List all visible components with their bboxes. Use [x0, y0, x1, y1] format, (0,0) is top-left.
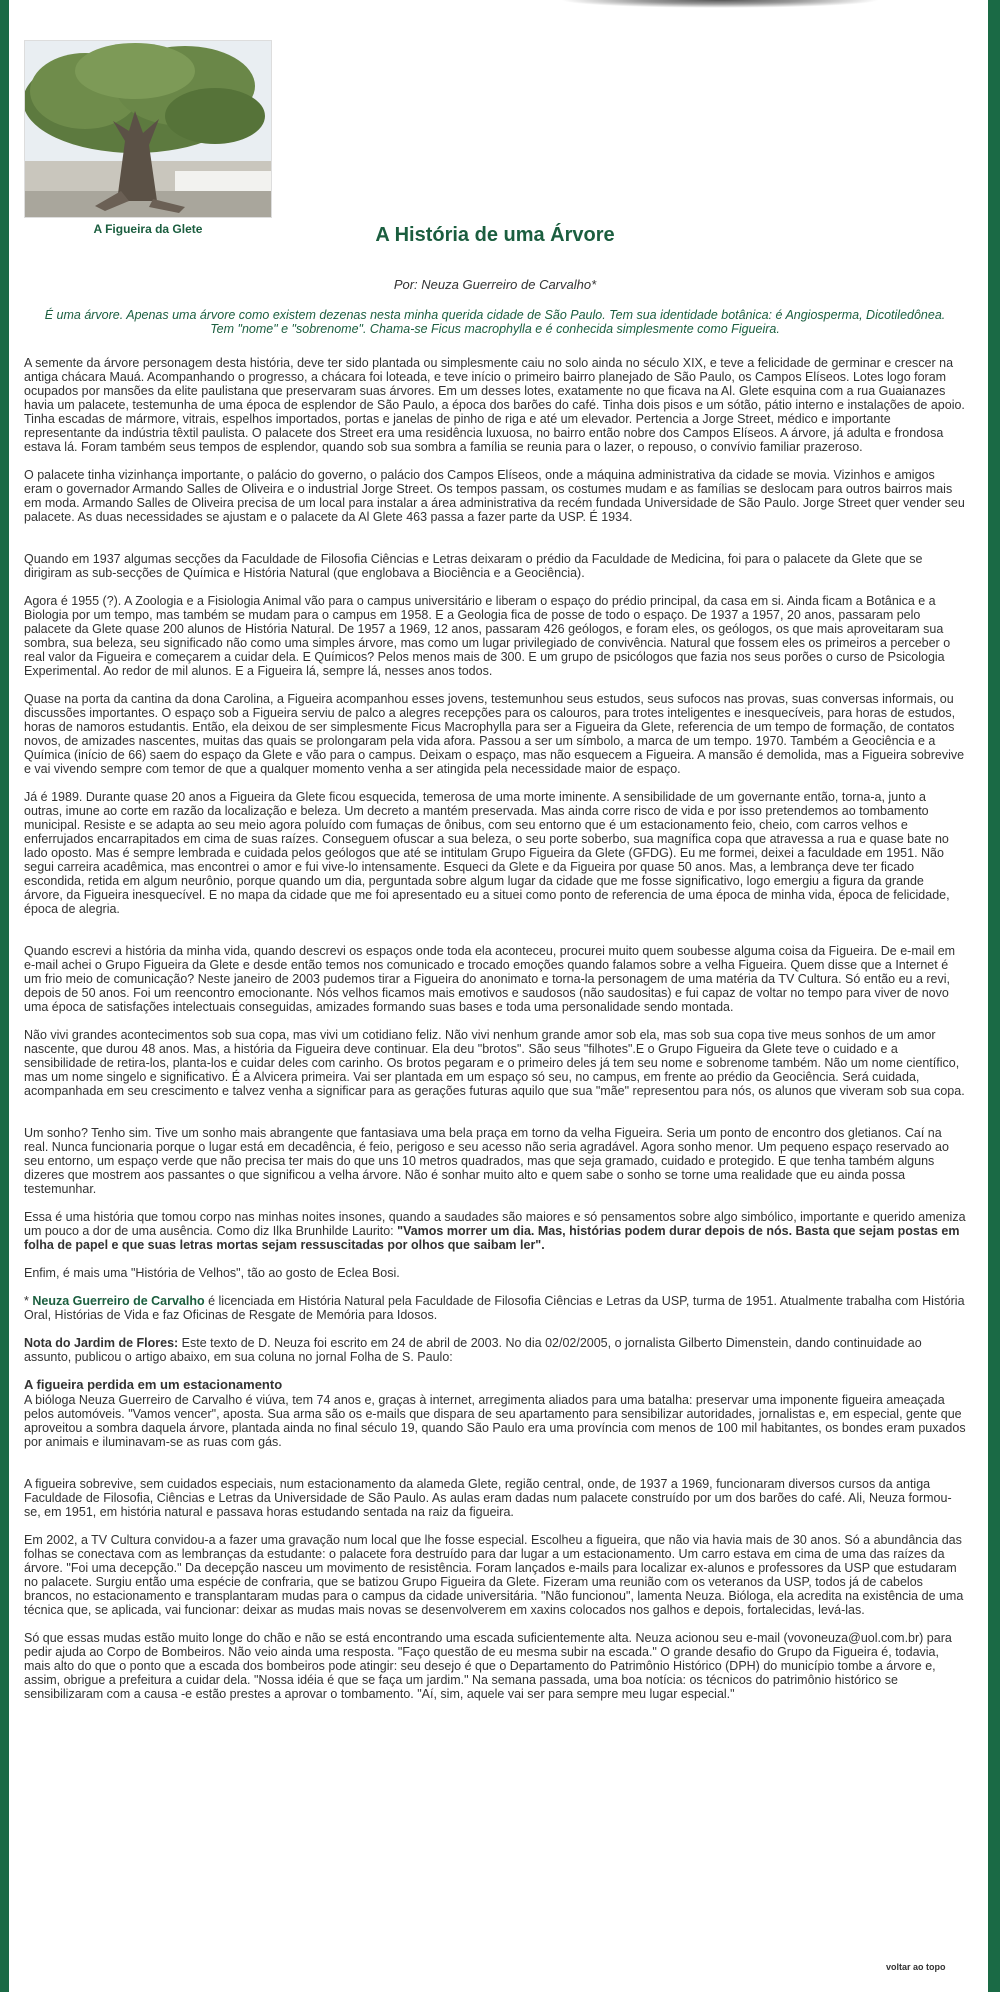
- paragraph: Já é 1989. Durante quase 20 anos a Figueira da Glete ficou esquecida, temerosa de uma morte iminente. A sensibilidade de um governante então, torna-a, junto a outras, imune ao corte em razão da localização e beleza. Um decreto a mantém preservada. Mas ainda corre risco de vida e por isso pretendemos ao tombamento municipal. Resiste e se adapta ao seu meio agora poluído com fumaças de ônibus, com seu entorno que é um estacionamento feio, cheio, com carros velhos e enferrujados encarrapitados em cima de suas raízes. Conseguem ofuscar a sua beleza, o seu porte soberbo, sua magnífica copa que atravessa a rua e quase bate no lado oposto. Mas é sempre lembrada e cuidada pelos geólogos que até se intitulam Grupo Figueira da Glete (GFDG). Eu me formei, deixei a faculdade em 1951. Não segui carreira acadêmica, mas encontrei o amor e fui vive-lo intensamente. Esqueci da Glete e da Figueira por quase 50 anos. Mas, a lembrança deve ter ficado escondida, retida em algum neurônio, porque quando um dia, perguntada sobre algum lugar da cidade que me fosse significativo, logo emergiu a figura da grande árvore, da Figueira inesquecível. E no mapa da cidade que me foi apresentado eu a situei como ponto de referencia de uma época de minha vida, época de felicidade, época de alegria.: [24, 790, 950, 916]
- editor-note-label: Nota do Jardim de Flores:: [24, 1336, 179, 1350]
- byline: Por: Neuza Guerreiro de Carvalho*: [393, 277, 597, 292]
- author-note-prefix: *: [24, 1294, 33, 1308]
- back-to-top-link[interactable]: voltar ao topo: [886, 1962, 946, 1972]
- author-note: [24, 1294, 966, 1322]
- article-paragraph: A figueira sobrevive, sem cuidados especiais, num estacionamento da alameda Glete, região central, onde, de 1937 a 1969, funcionaram diversos cursos da antiga Faculdade de Filosofia, Ciências e Letras da Universidade de São Paulo. As aulas eram dadas num palacete construído por um dos barões do café. Ali, Neuza formou-se, em 1951, em história natural e passava horas estudando sentada na raiz da figueira.: [24, 1476, 952, 1519]
- article-body: [24, 356, 966, 1715]
- paragraph: O palacete tinha vizinhança importante, o palácio do governo, o palácio dos Campos Elíseos, onde a máquina administrativa da cidade se movia. Vizinhos e amigos eram o governador Armando Salles de Oliveira e o industrial Jorge Street. Os tempos passam, os costumes mudam e as famílias se deslocam para outros bairros mais em moda. Armando Salles de Oliveira precisa de um local para instalar a área administrativa da recém fundada Universidade de São Paulo. Jorge Street quer vender seu palacete. As duas necessidades se ajustam e o palacete da Al Glete 463 passa a fazer parte da USP. É 1934.: [24, 468, 965, 524]
- photo-caption: A Figueira da Glete: [93, 222, 203, 236]
- editor-note-text: Este texto de D. Neuza foi escrito em 24 de abril de 2003. No dia 02/02/2005, o jornalista Gilberto Dimenstein, dando continuidade ao assunto, publicou o artigo abaixo, em sua coluna no jornal Folha de S. Paulo:: [24, 1336, 922, 1364]
- page-title: A História de uma Árvore: [375, 224, 615, 246]
- left-frame-bar: [0, 0, 9, 1992]
- paragraph: Um sonho? Tenho sim. Tive um sonho mais abrangente que fantasiava uma bela praça em torno da velha Figueira. Seria um ponto de encontro dos gletianos. Caí na real. Nunca funcionaria porque o lugar está em decadência, é feio, perigoso e seu acesso não seria agradável. Agora sonho menor. Um pequeno espaço reservado ao seu entorno, um espaço verde que não precisa ter mais do que uns 10 metros quadrados, mas que seja gramado, cuidado e protegido. E que tenha também alguns dizeres que mostrem aos passantes o que significou a velha árvore. Não é sonhar muito alto e quem sabe o sonho se torne uma realidade que eu ainda possa testemunhar.: [24, 1126, 949, 1196]
- paragraph: Não vivi grandes acontecimentos sob sua copa, mas vivi um cotidiano feliz. Não vivi nenhum grande amor sob ela, mas sob sua copa tive meus sonhos de um amor nascente, que durou 48 anos. Mas, a história da Figueira deve continuar. Ela deu "brotos". São seus "filhotes".E o Grupo Figueira da Glete teve o cuidado e a sensibilidade de retira-los, planta-los e cuidar deles com carinho. Os brotos pegaram e o primeiro deles já tem seu nome e sobrenome também. Não um nome científico, mas um nome singelo e significativo. É a Alvicera primeira. Vai ser plantada em um espaço só seu, no campus, em frente ao prédio da Geociência. Será cuidada, acompanhada em seu crescimento e talvez venha a significar para as gerações futuras aquilo que sua "mãe" representou para nós, os alunos que viveram sob sua copa.: [24, 1028, 965, 1098]
- article-paragraph: Só que essas mudas estão muito longe do chão e não se está encontrando uma escada suficientemente alta. Neuza acionou seu e-mail (vovoneuza@uol.com.br) para pedir ajuda ao Corpo de Bombeiros. Não veio ainda uma resposta. "Faço questão de eu mesma subir na escada." O grande desafio do Grupo da Figueira é, todavia, mais alto do que o ponto que a escada dos bombeiros pode atingir: seu desejo é que o Departamento do Patrimônio Histórico (DPH) do município tombe a árvore e, assim, obrigue a prefeitura a cuidar dela. "Nossa idéia é que se faça um jardim." Na semana passada, uma boa notícia: os técnicos do patrimônio histórico se sensibilizaram com a causa -e estão prestes a aprovar o tombamento. "Aí, sim, aquele vai ser para sempre meu lugar especial.": [24, 1630, 952, 1701]
- header: [24, 224, 966, 337]
- editor-note: [24, 1336, 966, 1364]
- intro-text: É uma árvore. Apenas uma árvore como existem dezenas nesta minha querida cidade de São Paulo. Tem sua identidade botânica: é Angiosperma, Dicotiledônea. Tem "nome" e "sobrenome". Chama-se Ficus macrophylla e é conhecida simplesmente como Figueira.: [44, 308, 946, 337]
- author-name: Neuza Guerreiro de Carvalho: [32, 1294, 205, 1308]
- fig-tree-photo: [24, 40, 272, 218]
- paragraph: Quando escrevi a história da minha vida, quando descrevi os espaços onde toda ela aconteceu, procurei muito quem soubesse alguma coisa da Figueira. De e-mail em e-mail achei o Grupo Figueira da Glete e desde então temos nos comunicado e trocado emoções quando falamos sobre a velha Figueira. Quem disse que a Internet é um frio meio de comunicação? Neste janeiro de 2003 pudemos tirar a Figueira do anonimato e torna-la personagem de uma matéria da TV Cultura. Só então eu a revi, depois de 50 anos. Foi um reencontro emocionante. Nós velhos ficamos mais emotivos e saudosos (não saudositas) e fui capaz de voltar no tempo para viver de novo uma época de satisfações intelectuais conseguidas, amizades formando suas bases e toda uma personalidade sendo montada.: [24, 944, 956, 1014]
- article-text: A bióloga Neuza Guerreiro de Carvalho é viúva, tem 74 anos e, graças à internet, arregimenta aliados para uma batalha: preservar uma imponente figueira ameaçada pelos automóveis. "Vamos vencer", aposta. Sua arma são os e-mails que dispara de seu apartamento para sensibilizar autoridades, jornalistas e, em especial, gente que aproveitou a sombra daquela árvore, plantada ainda no final século 19, quando São Paulo era uma província com menos de 100 mil habitantes, os bondes eram puxados por animais e iluminavam-se as ruas com gás.: [24, 1392, 966, 1449]
- paragraph: Quando em 1937 algumas secções da Faculdade de Filosofia Ciências e Letras deixaram o prédio da Faculdade de Medicina, foi para o palacete da Glete que se dirigiram as sub-secções de Química e História Natural (que englobava a Biociência e a Geociência).: [24, 552, 923, 580]
- closing-ending: Enfim, é mais uma "História de Velhos", tão ao gosto de Eclea Bosi.: [24, 1266, 400, 1280]
- top-shadow-decoration: [560, 0, 880, 8]
- closing-quote: "Vamos morrer um dia. Mas, histórias podem durar depois de nós. Basta que sejam postas em folha de papel e que suas letras mortas sejam ressuscitadas por olhos que saibam ler".: [24, 1224, 960, 1252]
- photo-block: [24, 40, 272, 236]
- article-paragraph: Em 2002, a TV Cultura convidou-a a fazer uma gravação num local que lhe fosse especial. Escolheu a figueira, que não via havia mais de 30 anos. Só a abundância das folhas se conectava com as lembranças da estudante: o palacete fora destruído para dar lugar a um estacionamento. Um carro estava em cima de uma das raízes da árvore. "Foi uma decepção." Da decepção nasceu um movimento de resistência. Foram lançados e-mails para localizar ex-alunos e professores da USP que estudaram no palacete. Surgiu então uma espécie de confraria, que se batizou Grupo Figueira da Glete. Fizeram uma reunião com os veteranos da USP, todos já de cabelos brancos, no estacionamento e transplantaram mudas para o campus da cidade universitária. "Não funcionou", lamenta Neuza. Bióloga, ela acredita na existência de uma técnica que, se aplicada, vai funcionar: deixar as mudas mais novas se desenvolverem em xaxins colocados nos galhos e depois, fortalecidas, levá-las.: [24, 1532, 964, 1617]
- closing-text: Essa é uma história que tomou corpo nas minhas noites insones, quando a saudades são maiores e só pensamentos sobre algo simbólico, importante e querido ameniza um pouco a dor de uma ausência. Como diz Ilka Brunhilde Laurito:: [24, 1210, 966, 1238]
- paragraph: Agora é 1955 (?). A Zoologia e a Fisiologia Animal vão para o campus universitário e liberam o espaço do prédio principal, da casa em si. Ainda ficam a Botânica e a Biologia por um tempo, mas também se mudam para o campus em 1958. E a Geologia fica de posse de todo o espaço. De 1937 a 1957, 20 anos, passaram pelo palacete da Glete quase 200 alunos de História Natural. De 1957 a 1969, 12 anos, passaram 426 geólogos, e foram eles, os geólogos, os que mais aproveitaram sua sombra, sua beleza, seu significado não como uma simples árvore, mas como um lugar privilegiado de convivência. Natural que fossem eles os primeiros a perceber o real valor da Figueira e começarem a cuidar dela. E Químicos? Pelos menos mais de 300. E um grupo de psicólogos que fazia nos seus porões o curso de Psicologia Experimental. Ao redor de mil alunos. E a Figueira lá, sempre lá, nesses anos todos.: [24, 594, 951, 678]
- author-note-text: é licenciada em História Natural pela Faculdade de Filosofia Ciências e Letras da USP, turma de 1951. Atualmente trabalha com História Oral, Histórias de Vida e faz Oficinas de Resgate de Memória para Idosos.: [24, 1294, 965, 1322]
- paragraph: A semente da árvore personagem desta história, deve ter sido plantada ou simplesmente caiu no solo ainda no século XIX, e teve a felicidade de germinar e crescer na antiga chácara Mauá. Acompanhando o progresso, a chácara foi loteada, e teve início o primeiro bairro planejado de São Paulo, os Campos Elíseos. Lotes logo foram ocupados por mansões da elite paulistana que preservaram suas árvores. Em um desses lotes, exatamente no que ficava na Al. Glete esquina com a rua Guaianazes havia um palacete, testemunha de uma época de esplendor de São Paulo, a época dos barões do café. Tinha dois pisos e um sótão, pátio interno e instalações de apoio. Tinha escadas de mármore, vitrais, espelhos importados, portas e janelas de pinho de riga e até um elevador. Pertencia a Jorge Street, médico e importante representante da indústria têxtil paulista. O palacete dos Street era uma residência luxuosa, no bairro então nobre dos Campos Elíseos. A árvore, já adulta e frondosa estava lá. Foram também seus tempos de esplendor, quando sob sua sombra a família se reunia para o lazer, o repouso, o convívio familiar prazeroso.: [24, 356, 965, 454]
- closing-paragraph: [24, 1210, 966, 1252]
- paragraph: Quase na porta da cantina da dona Carolina, a Figueira acompanhou esses jovens, testemunhou seus estudos, seus sufocos nas provas, suas conversas informais, ou discussões importantes. O espaço sob a Figueira serviu de palco a alegres recepções para os calouros, para trotes inteligentes e inesquecíveis, para horas de estudos, horas de namoros estudantis. Então, ela deixou de ser simplesmente Ficus Macrophylla para ser a Figueira da Glete, referencia de um tempo de formação, de contatos novos, de amizades nascentes, muitas das quais se prolongaram pela vida afora. Passou a ser um símbolo, a marca de um tempo. 1970. Também a Geociência e a Química (início de 66) saem do espaço da Glete e vão para o campus. Deixam o espaço, mas não esquecem a Figueira. A mansão é demolida, mas a Figueira sobrevive e vai vivendo sempre com temor de que a qualquer momento venha a ser atingida pela necessidade maior de espaço.: [24, 692, 965, 776]
- article-paragraph: [24, 1378, 966, 1449]
- right-frame-bar: [988, 0, 1000, 1992]
- article-title: A figueira perdida em um estacionamento: [24, 1377, 283, 1392]
